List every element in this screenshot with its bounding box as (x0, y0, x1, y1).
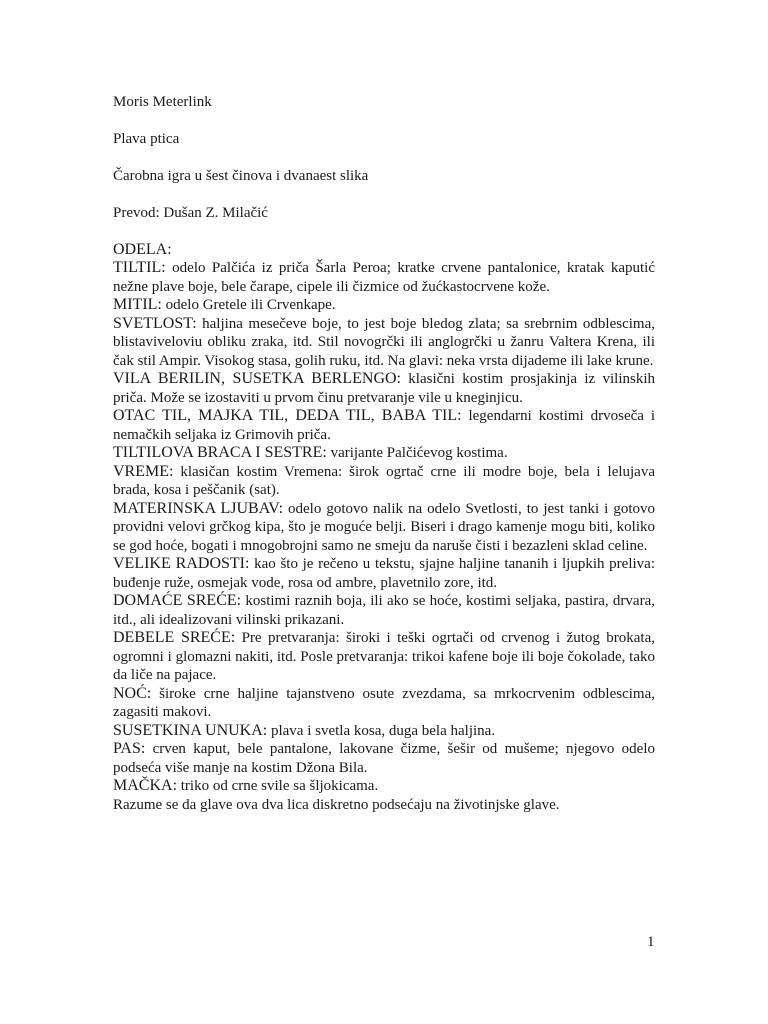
costume-description: crven kaput, bele pantalone, lakovane čizme, šešir od mušeme; njegovo odelo podseća više manje na kostim Džona Bila. (113, 741, 655, 776)
costume-entry (113, 444, 655, 463)
page-number: 1 (647, 934, 655, 950)
costume-entry (113, 629, 655, 685)
character-name: PAS: (113, 740, 146, 757)
costume-list (113, 240, 655, 814)
costume-entry (113, 685, 655, 722)
costume-description: triko od crne svile sa šljokicama. (177, 778, 379, 794)
costume-description: odelo Gretele ili Crvenkape. (161, 297, 336, 313)
costume-entry (113, 407, 655, 444)
costume-description: Pre pretvaranja: široki i teški ogrtači od crvenog i žutog brokata, ogromni i glomazni nakiti, itd. Posle pretvaranja: trikoi kafene boje ili boje čokolade, tako da liče na pajace. (113, 630, 655, 683)
closing-note-text: Razume se da glave ova dva lica diskretno podsećaju na životinjske glave. (113, 796, 560, 813)
costume-description: odelo Palčića iz priča Šarla Peroa; kratke crvene pantalonice, kratak kaputić nežne plave boje, bele čarape, cipele ili čizmice od žućkastocrvene kože. (113, 260, 655, 295)
costume-description: legendarni kostimi drvoseča i nemačkih seljaka iz Grimovih priča. (113, 408, 655, 443)
costume-description: klasični kostim prosjakinja iz vilinskih priča. Može se izostaviti u prvom činu pretvaranje vile u kneginjicu. (113, 371, 656, 406)
translator-credit: Prevod: Dušan Z. Milačić (113, 205, 268, 221)
costume-entry (113, 722, 655, 741)
character-name: DEBELE SREĆE: (113, 629, 236, 646)
costume-description: kao što je rečeno u tekstu, sjajne haljine tananih i ljupkih preliva: buđenje ruže, osmejak vode, rosa od ambre, plavetnilo zore, itd. (113, 556, 655, 591)
costume-description: varijante Palčićevog kostima. (326, 445, 508, 461)
costume-entry (113, 296, 655, 315)
costume-description: kostimi raznih boja, ili ako se hoće, kostimi seljaka, pastira, drvara, itd., ali idealizovani vilinski prikazani. (113, 593, 655, 628)
play-subtitle: Čarobna igra u šest činova i dvanaest slika (113, 168, 369, 184)
costume-description: haljina mesečeve boje, to jest boje bledog zlata; sa srebrnim odblescima, blistaviveloviu obliku zraka, itd. Stil novogrčki ili anglogrčki u žanru Valtera Krena, ili čak stil Ampir. Visokog stasa, golih ruku, itd. Na glavi: neka vrsta dijademe ili lake krune. (113, 315, 655, 369)
character-name: NOĆ: (113, 684, 152, 702)
costume-description: odelo gotovo nalik na odelo Svetlosti, to jest tanki i gotovo providni velovi grčkog kipa, što je moguće belji. Biseri i drago kamenje mogu biti, koliko se god hoće, bogati i mnogobrojni samo ne smeju da naruše čisti i bezazleni sklad celine. (113, 500, 655, 554)
costume-description: široke crne haljine tajanstveno osute zvezdama, sa mrkocrvenim odblescima, zagasiti makovi. (113, 685, 655, 720)
character-name: VELIKE RADOSTI: (113, 555, 250, 572)
closing-note (113, 796, 655, 815)
costume-entry (113, 500, 655, 556)
costume-entry (113, 592, 655, 629)
character-name: TILTILOVA BRACA I SESTRE: (113, 444, 327, 461)
character-name: DOMAĆE SREĆE: (113, 592, 242, 609)
character-name: OTAC TIL, MAJKA TIL, DEDA TIL, BABA TIL: (113, 407, 462, 424)
costume-description: klasičan kostim Vremena: širok ogrtač crne ili modre boje, bela i lelujava brada, kosa i peščanik (sat). (113, 463, 655, 498)
character-name: MAČKA: (113, 777, 178, 794)
author-name: Moris Meterlink (113, 94, 212, 110)
costume-entry (113, 259, 655, 296)
costume-description: plava i svetla kosa, duga bela haljina. (267, 722, 496, 739)
character-name: VREME: (113, 462, 174, 480)
costume-entry (113, 777, 655, 796)
costume-entry (113, 463, 655, 500)
character-name: MATERINSKA LJUBAV: (113, 499, 284, 517)
costume-entry (113, 740, 655, 777)
costume-entry (113, 315, 655, 371)
costume-entry (113, 555, 655, 592)
character-name: TILTIL: (113, 259, 166, 276)
character-name: SUSETKINA UNUKA: (113, 721, 268, 739)
play-title: Plava ptica (113, 131, 180, 147)
section-heading: ODELA: (113, 241, 172, 258)
character-name: MITIL: (113, 296, 162, 313)
character-name: SVETLOST: (113, 314, 197, 332)
character-name: VILA BERILIN, SUSETKA BERLENGO: (113, 370, 401, 387)
costume-entry (113, 370, 655, 407)
